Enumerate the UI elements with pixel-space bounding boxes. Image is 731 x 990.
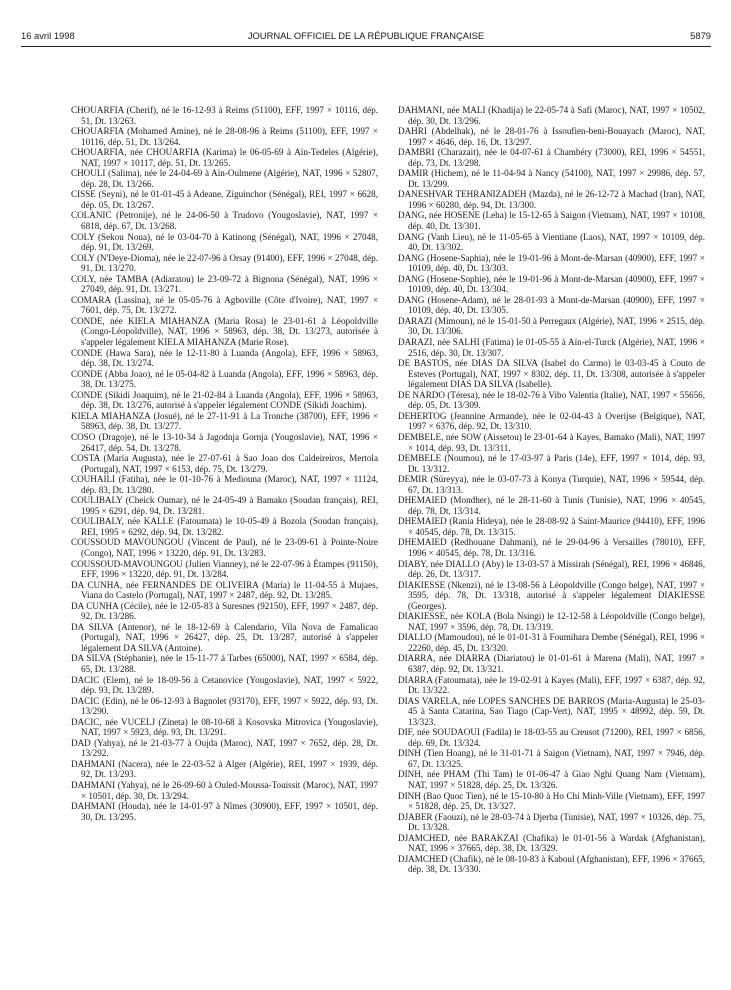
register-entry: DACIC (Elem), né le 18-09-56 à Cetanovice (Yougoslavie), NAT, 1997 × 5922, dép. 93, Dt. 13/289. [71, 674, 378, 696]
register-entry: DACIC (Edin), né le 06-12-93 à Bagnolet (93170), EFF, 1997 × 5922, dép. 93, Dt. 13/290. [71, 695, 378, 717]
header-rule [21, 46, 711, 47]
register-entry: DIAKIESSE (Nkenzi), né le 13-08-56 à Léopoldville (Congo belge), NAT, 1997 × 3595, dép. 78, Dt. 13/318, autorisé à s'appeler légalement DIAKIESSE (Georges). [398, 579, 705, 611]
header-date: 16 avril 1998 [21, 30, 75, 41]
register-entry: DJAMCHED (Chafik), né le 08-10-83 à Kaboul (Afghanistan), EFF, 1996 × 37665, dép. 38, Dt. 13/330. [398, 853, 705, 875]
register-entry: DANG (Vanh Lieu), né le 11-05-65 à Vientiane (Laos), NAT, 1997 × 10109, dép. 40, Dt. 13/302. [398, 231, 705, 253]
register-entry: DANG, née HOSENE (Leha) le 15-12-65 à Saigon (Vietnam), NAT, 1997 × 10108, dép. 40, Dt. 13/301. [398, 210, 705, 232]
register-entry: DEMBELE (Noumou), né le 17-03-97 à Paris (14e), EFF, 1997 × 1014, dép. 93, Dt. 13/312. [398, 453, 705, 474]
register-entry: DIALLO (Mamoudou), né le 01-01-31 à Foumihara Dembe (Sénégal), REI, 1996 × 22260, dép. 45, Dt. 13/320. [398, 632, 705, 653]
register-entry: DANG (Hosene-Sophie), née le 19-01-96 à Mont-de-Marsan (40900), EFF, 1997 × 10109, dép. 40, Dt. 13/304. [398, 273, 705, 295]
register-entry: DE NARDO (Téresa), née le 18-02-76 à Vibo Valentia (Italie), NAT, 1997 × 55656, dép. 05, Dt. 13/309. [398, 389, 705, 411]
register-entry: DHEMAIED (Rania Hideya), née le 28-08-92 à Saint-Maurice (94410), EFF, 1996 × 40545, dép. 78, Dt. 13/315. [398, 516, 705, 537]
register-entry: DIARRA (Fatoumata), née le 19-02-91 à Kayes (Mali), EFF, 1997 × 6387, dép. 92, Dt. 13/322. [398, 674, 705, 696]
register-entry: CHOUARFIA (Cherif), né le 16-12-93 à Reims (51100), EFF, 1997 × 10116, dép. 51, Dt. 13/263. [71, 105, 378, 126]
register-entry: DAHMANI (Nacera), née le 22-03-52 à Alger (Algérie), REI, 1997 × 1939, dép. 92, Dt. 13/293. [71, 758, 378, 780]
register-entry: DA CUNHA, née FERNANDES DE OLIVEIRA (Maria) le 11-04-55 à Mujaes, Viana do Castelo (Portugal), NAT, 1997 × 2487, dép. 92, Dt. 13/285. [71, 579, 378, 601]
register-entry: DINH (Bao Quoc Tien), né le 15-10-80 à Ho Chi Minh-Ville (Vietnam), EFF, 1997 × 51828, dép. 25, Dt. 13/327. [398, 790, 705, 812]
register-entry: DANG (Hosene-Adam), né le 28-01-93 à Mont-de-Marsan (40900), EFF, 1997 × 10109, dép. 40, Dt. 13/305. [398, 294, 705, 316]
register-entry: DINH, née PHAM (Thi Tam) le 01-06-47 à Giao Nghi Quang Nam (Vietnam), NAT, 1997 × 51828, dép. 25, Dt. 13/326. [398, 769, 705, 790]
register-entry: DAD (Yahya), né le 21-03-77 à Oujda (Maroc), NAT, 1997 × 7652, dép. 28, Dt. 13/292. [71, 737, 378, 759]
register-entry: DAHMANI (Houda), née le 14-01-97 à Nîmes (30900), EFF, 1997 × 10501, dép. 30, Dt. 13/295. [71, 801, 378, 822]
register-entry: DIARRA, née DIARRA (Diariatou) le 01-01-61 à Marena (Mali), NAT, 1997 × 6387, dép. 92, Dt. 13/321. [398, 653, 705, 674]
register-entry: DAMBRI (Charazait), née le 04-07-61 à Chambéry (73000), REI, 1996 × 54551, dép. 73, Dt. 13/298. [398, 147, 705, 168]
register-entry: DEHERTOG (Jeannine Armande), née le 02-04-43 à Overijse (Belgique), NAT, 1997 × 6376, dép. 92, Dt. 13/310. [398, 410, 705, 432]
register-entry: DIAKIESSE, née KOLA (Bola Nsingi) le 12-12-58 à Léopoldville (Congo belge), NAT, 1997 × 3596, dép. 78, Dt. 13/319. [398, 611, 705, 632]
register-entry: CHOULI (Salima), née le 24-04-69 à Aïn-Oulmene (Algérie), NAT, 1996 × 52807, dép. 28, Dt. 13/266. [71, 168, 378, 189]
register-entry: COULIBALY, née KALLE (Fatoumata) le 10-05-49 à Bozola (Soudan français), REI, 1995 × 6292, dép. 94, Dt. 13/282. [71, 516, 378, 537]
register-entry: COLANIC (Petronije), né le 24-06-50 à Trudovo (Yougoslavie), NAT, 1997 × 6818, dép. 67, Dt. 13/268. [71, 210, 378, 232]
register-entry: DIF, née SOUDAOUI (Fadila) le 18-03-55 au Creusot (71200), REI, 1997 × 6856, dép. 69, Dt. 13/324. [398, 727, 705, 748]
register-entry: DARAZI (Mimoun), né le 15-01-50 à Perregaux (Algérie), NAT, 1996 × 2515, dép. 30, Dt. 13/306. [398, 315, 705, 337]
register-entry: CONDE, née KIELA MIAHANZA (Maria Rosa) le 23-01-61 à Léopoldville (Congo-Léopoldville), NAT, 1996 × 58963, dép. 38, Dt. 13/273, autorisée à s'appeler légalement KIELA MIAHANZA (Marie Rose). [71, 315, 378, 348]
header-page-number: 5879 [690, 30, 711, 41]
register-entry: DJAMCHED, née BARAKZAI (Chafika) le 01-01-56 à Wardak (Afghanistan), NAT, 1996 × 37665, dép. 38, Dt. 13/329. [398, 832, 705, 854]
register-entry: DIAS VARELA, née LOPES SANCHES DE BARROS (Maria-Augusta) le 25-03-45 à Santa Catarina, Sao Tiago (Cap-Vert), NAT, 1995 × 48992, dép. 59, Dt. 13/323. [398, 695, 705, 727]
register-entry: DEMIR (Süreyya), née le 03-07-73 à Konya (Turquie), NAT, 1996 × 59544, dép. 67, Dt. 13/313. [398, 474, 705, 495]
register-entry: DA CUNHA (Cécile), née le 12-05-83 à Suresnes (92150), EFF, 1997 × 2487, dép. 92, Dt. 13/286. [71, 600, 378, 622]
register-entry: DEMBELE, née SOW (Aissetou) le 23-01-64 à Kayes, Bamako (Mali), NAT, 1997 × 1014, dép. 93, Dt. 13/311. [398, 431, 705, 453]
register-entry: DIABY, née DIALLO (Aby) le 13-03-57 à Missirah (Sénégal), REI, 1996 × 46846, dép. 26, Dt. 13/317. [398, 558, 705, 580]
register-entry: COUHAILI (Fatiha), née le 01-10-76 à Mediouna (Maroc), NAT, 1997 × 11124, dép. 83, Dt. 13/280. [71, 474, 378, 495]
register-entry: DAHMANI (Yahya), né le 26-09-60 à Ouled-Moussa-Touissit (Maroc), NAT, 1997 × 10501, dép. 30, Dt. 13/294. [71, 780, 378, 801]
register-entry: COMARA (Lassina), né le 05-05-76 à Agboville (Côte d'Ivoire), NAT, 1997 × 7601, dép. 75, Dt. 13/272. [71, 294, 378, 316]
register-entry: CISSE (Seyni), né le 01-01-45 à Adeane, Ziguinchor (Sénégal), REI, 1997 × 6628, dép. 05, Dt. 13/267. [71, 189, 378, 210]
register-entry: DA SILVA (Antenor), né le 18-12-69 à Calendario, Vila Nova de Famalicao (Portugal), NAT, 1996 × 26427, dép. 25, Dt. 13/287, autorisé à s'appeler légalement DA SILVA (Antoine). [71, 621, 378, 653]
register-entry: CHOUARFIA, née CHOUARFIA (Karima) le 06-05-69 à Aïn-Tedeles (Algérie), NAT, 1997 × 10117, dép. 51, Dt. 13/265. [71, 147, 378, 168]
register-entry: COULIBALY (Cheick Oumar), né le 24-05-49 à Bamako (Soudan français), REI, 1995 × 6291, dép. 94, Dt. 13/281. [71, 495, 378, 516]
register-entry: COUSSOUD MAVOUNGOU (Vincent de Paul), né le 23-09-61 à Pointe-Noire (Congo), NAT, 1996 × 13220, dép. 91, Dt. 13/283. [71, 537, 378, 558]
register-entry: CONDE (Sikidi Joaquim), né le 21-02-84 à Luanda (Angola), EFF, 1996 × 58963, dép. 38, Dt. 13/276, autorisé à s'appeler légalement CONDE (Sikidi Joachim). [71, 389, 378, 411]
register-entry: CHOUARFIA (Mohamed Amine), né le 28-08-96 à Reims (51100), EFF, 1997 × 10116, dép. 51, Dt. 13/264. [71, 126, 378, 147]
register-entry: DAHMANI, née MALI (Khadija) le 22-05-74 à Safi (Maroc), NAT, 1997 × 10502, dép. 30, Dt. 13/296. [398, 105, 705, 126]
register-entry: DANESHVAR TEHRANIZADEH (Mazda), né le 26-12-72 à Machad (Iran), NAT, 1996 × 60280, dép. 94, Dt. 13/300. [398, 189, 705, 210]
register-entry: DJABER (Faouzi), né le 28-03-74 à Djerba (Tunisie), NAT, 1997 × 10326, dép. 75, Dt. 13/328. [398, 811, 705, 833]
register-entry: DARAZI, née SALHI (Fatima) le 01-05-55 à Aïn-el-Turck (Algérie), NAT, 1996 × 2516, dép. 30, Dt. 13/307. [398, 337, 705, 358]
register-entry: COLY (N'Deye-Dioma), née le 22-07-96 à Orsay (91400), EFF, 1996 × 27048, dép. 91, Dt. 13/270. [71, 252, 378, 274]
register-entry: DA SILVA (Stéphanie), née le 15-11-77 à Tarbes (65000), NAT, 1997 × 6584, dép. 65, Dt. 13/288. [71, 653, 378, 674]
page-header [21, 30, 711, 46]
register-entry: DHEMAIED (Redhouane Dahmani), né le 29-04-96 à Versailles (78010), EFF, 1996 × 40545, dép. 78, Dt. 13/316. [398, 537, 705, 558]
register-entry: CONDE (Abba Joao), né le 05-04-82 à Luanda (Angola), EFF, 1996 × 58963, dép. 38, Dt. 13/275. [71, 368, 378, 390]
right-column [398, 105, 705, 875]
register-entry: DAHRI (Abdelhak), né le 28-01-76 à Issoufien-beni-Bouayach (Maroc), NAT, 1997 × 4646, dép. 16, Dt. 13/297. [398, 126, 705, 147]
register-entry: COSTA (Maria Augusta), née le 27-07-61 à Sao Joao dos Caldeireiros, Mertola (Portugal), NAT, 1997 × 6153, dép. 75, Dt. 13/279. [71, 453, 378, 474]
register-entry: DAMIR (Hichem), né le 11-04-94 à Nancy (54100), NAT, 1997 × 29986, dép. 57, Dt. 13/299. [398, 168, 705, 189]
register-entry: DE BASTOS, née DIAS DA SILVA (Isabel do Carmo) le 03-03-45 à Couto de Esteves (Portugal), NAT, 1997 × 8302, dép. 11, Dt. 13/308, autorisée à s'appeler légalement DIAS DA SILVA (Isabelle). [398, 358, 705, 390]
register-entry: CONDE (Hawa Sara), née le 12-11-80 à Luanda (Angola), EFF, 1996 × 58963, dép. 38, Dt. 13/274. [71, 347, 378, 369]
register-entry: DHEMAIED (Mondher), né le 28-11-60 à Tunis (Tunisie), NAT, 1996 × 40545, dép. 78, Dt. 13/314. [398, 495, 705, 516]
register-entry: COSO (Dragoje), né le 13-10-34 à Jagodnja Gornja (Yougoslavie), NAT, 1996 × 26417, dép. 54, Dt. 13/278. [71, 431, 378, 453]
register-entry: DANG (Hosene-Saphia), née le 19-01-96 à Mont-de-Marsan (40900), EFF, 1997 × 10109, dép. 40, Dt. 13/303. [398, 252, 705, 274]
left-column [71, 105, 378, 822]
register-entry: COUSSOUD-MAVOUNGOU (Julien Vianney), né le 22-07-96 à Étampes (91150), EFF, 1996 × 13220, dép. 91, Dt. 13/284. [71, 558, 378, 580]
header-title: JOURNAL OFFICIEL DE LA RÉPUBLIQUE FRANÇAISE [247, 30, 485, 41]
register-entry: KIELA MIAHANZA (Josué), né le 27-11-91 à La Tronche (38700), EFF, 1996 × 58963, dép. 38, Dt. 13/277. [71, 410, 378, 432]
register-entry: COLY, née TAMBA (Adiaratou) le 23-09-72 à Bignona (Sénégal), NAT, 1996 × 27049, dép. 91, Dt. 13/271. [71, 273, 378, 295]
register-entry: DACIC, née VUCELJ (Zineta) le 08-10-68 à Kosovska Mitrovica (Yougoslavie), NAT, 1997 × 5923, dép. 93, Dt. 13/291. [71, 716, 378, 738]
register-entry: COLY (Sekou Noua), né le 03-04-70 à Katinong (Sénégal), NAT, 1996 × 27048, dép. 91, Dt. 13/269. [71, 231, 378, 253]
register-entry: DINH (Tien Hoang), né le 31-01-71 à Saigon (Vietnam), NAT, 1997 × 7946, dép. 67, Dt. 13/325. [398, 748, 705, 769]
